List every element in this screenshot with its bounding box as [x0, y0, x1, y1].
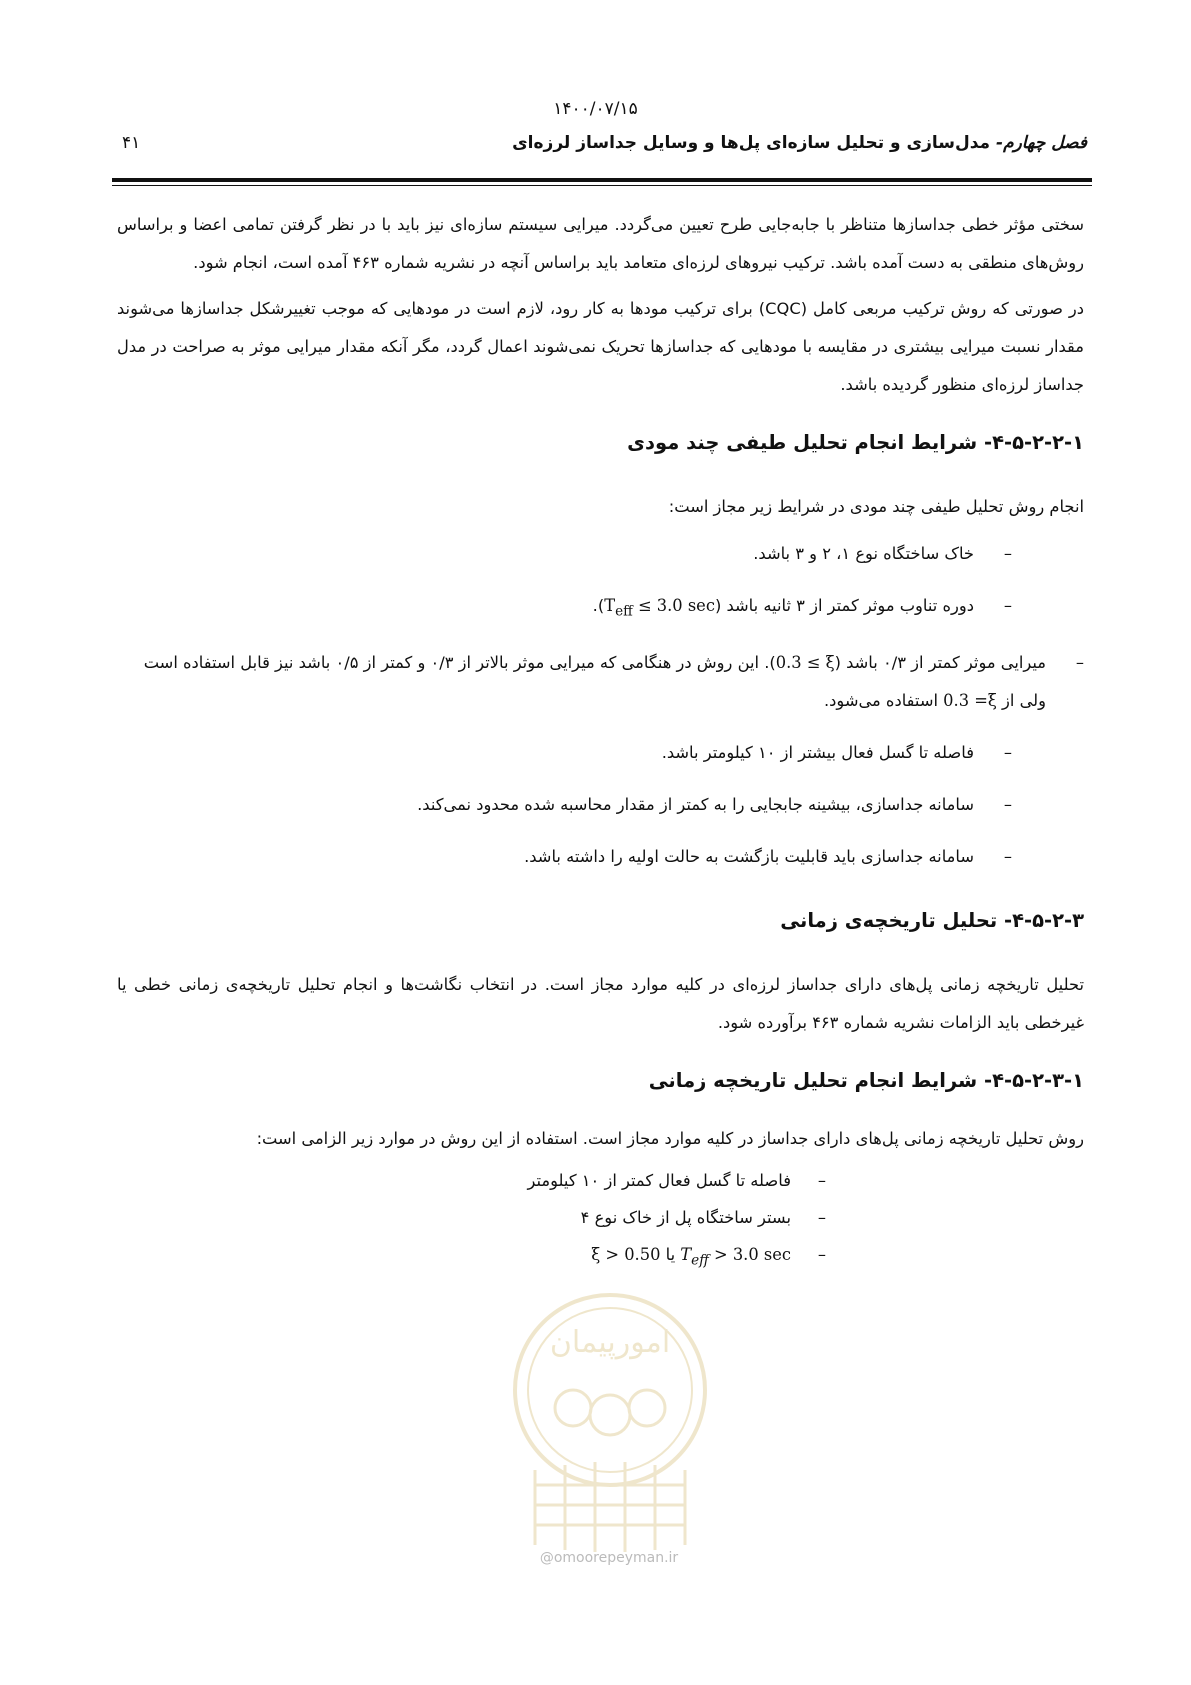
list-item: – بستر ساختگاه پل از خاک نوع ۴	[117, 1199, 826, 1236]
list-item: – خاک ساختگاه نوع ۱، ۲ و ۳ باشد.	[117, 535, 1012, 573]
list-item: – سامانه جداسازی باید قابلیت بازگشت به حالت اولیه را داشته باشد.	[117, 838, 1012, 876]
paragraph-time-history-intro: روش تحلیل تاریخچه زمانی پل‌های دارای جداساز در کلیه موارد مجاز است. استفاده از این روش در موارد زیر الزامی است:	[256, 1129, 1084, 1149]
document-body	[117, 206, 1084, 1280]
paragraph-time-history: تحلیل تاریخچه زمانی پل‌های دارای جداساز لرزه‌ای در کلیه موارد مجاز است. در انتخاب نگاشت‌ها و انجام تحلیل تاریخچه‌ی زمانی خطی یا غیرخطی باید الزامات نشریه شماره ۴۶۳ برآورده شود.	[117, 975, 1084, 1033]
header-title	[512, 133, 1087, 153]
svg-text:امورپیمان: امورپیمان	[549, 1325, 671, 1360]
paragraph-multimode-intro: انجام روش تحلیل طیفی چند مودی در شرایط زیر مجاز است:	[668, 497, 1084, 516]
list-item: – فاصله تا گسل فعال بیشتر از ۱۰ کیلومتر باشد.	[117, 734, 1012, 772]
math-teff: $T_{eff} \le 3.0$ sec	[604, 596, 715, 620]
list-item: – دوره تناوب موثر کمتر از ۳ ثانیه باشد ($T_{eff} \le 3.0$ sec).	[117, 587, 1012, 630]
paragraph-effective-stiffness: سختی مؤثر خطی جداسازها متناظر با جابه‌جایی طرح تعیین می‌گردد. میرایی سیستم سازه‌ای نیز باید با در نظر گرفتن تمامی اعضا و براساس روش‌های منطقی به دست آمده باشد. ترکیب نیروهای لرزه‌ای متعامد باید براساس آنچه در نشریه شماره ۴۶۳ آمده است، انجام شود.	[117, 215, 1084, 272]
list-item: – $T_{eff} > 3.0$ sec یا ξ > 0.50	[117, 1236, 826, 1279]
header-chapter: فصل چهارم-	[996, 133, 1087, 153]
heading-multimode-conditions: ۴-۵-۲-۲-۱- شرایط انجام تحلیل طیفی چند مودی	[627, 431, 1084, 454]
paragraph-cqc: در صورتی که روش ترکیب مربعی کامل (CQC) برای ترکیب مودها به کار رود، لازم است در مودهایی که موجب تغییرشکل جداسازها می‌شوند مقدار نسبت میرایی بیشتری در مقایسه با مودهایی که جداسازها تحریک نمی‌شوند اعمال گردد، مگر آنکه مقدار میرایی موثر به صراحت در مدل جداساز لرزه‌ای منظور گردیده باشد.	[117, 299, 1085, 394]
list-item: – فاصله تا گسل فعال کمتر از ۱۰ کیلومتر	[117, 1162, 826, 1199]
list-multimode-conditions	[117, 535, 1084, 876]
heading-time-history: ۴-۵-۲-۳- تحلیل تاریخچه‌ی زمانی	[780, 909, 1084, 933]
list-item: – سامانه جداسازی، بیشینه جابجایی را به کمتر از مقدار محاسبه شده محدود نمی‌کند.	[117, 786, 1012, 824]
page-number: ۴۱	[122, 133, 141, 153]
list-time-history-required	[117, 1162, 826, 1279]
list-item: – میرایی موثر کمتر از ۰/۳ باشد (0.3 ≤ ξ). این روش در هنگامی که میرایی موثر بالاتر از ۰/۳ و کمتر از ۰/۵ باشد نیز قابل استفاده است ولی از 0.3 =ξ استفاده می‌شود.	[117, 644, 1084, 720]
watermark-text: @omoorepeyman.ir	[539, 1550, 679, 1566]
heading-time-history-conditions: ۴-۵-۲-۳-۱- شرایط انجام تحلیل تاریخچه زمانی	[648, 1069, 1084, 1093]
header-date: ۱۴۰۰/۰۷/۱۵	[553, 99, 638, 119]
watermark-logo-icon	[495, 1290, 725, 1555]
math-damping-2: 0.3 =ξ	[943, 691, 997, 711]
header-rule-thin	[112, 185, 1092, 186]
header-rule-thick	[112, 178, 1092, 182]
header-chapter-title: مدل‌سازی و تحلیل سازه‌ای پل‌ها و وسایل جداساز لرزه‌ای	[512, 133, 991, 153]
math-damping: 0.3 ≤ ξ	[775, 653, 835, 673]
